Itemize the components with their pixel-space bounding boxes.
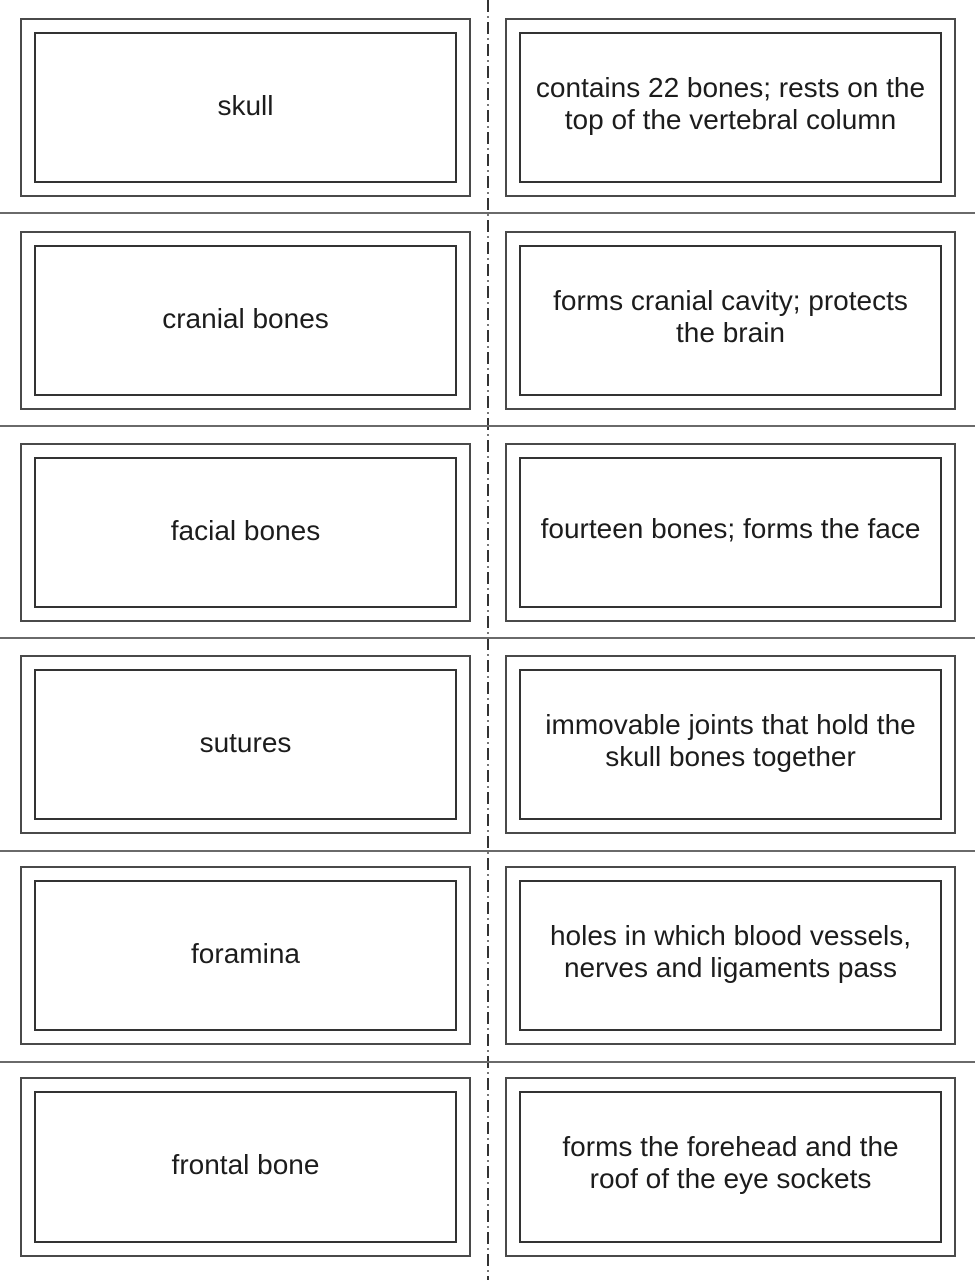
definition-card-3 [505,443,956,622]
definition-card-2 [505,231,956,410]
term-card-inner [34,245,457,396]
horizontal-cut-line-4 [0,850,975,852]
term-card-inner [34,32,457,183]
term-text: skull [217,89,274,121]
term-card-inner [34,1091,457,1243]
term-card-5 [20,866,471,1045]
horizontal-cut-line-5 [0,1061,975,1063]
vertical-cut-line [487,0,489,1280]
term-text: frontal bone [171,1149,320,1180]
term-text: foramina [191,937,300,969]
definition-card-inner [519,1091,942,1243]
horizontal-cut-line-1 [0,212,975,214]
definition-card-inner [519,245,942,396]
definition-card-4 [505,655,956,834]
definition-text: holes in which blood vessels, nerves and ligaments pass [549,919,912,983]
term-card-4 [20,655,471,834]
definition-card-5 [505,866,956,1045]
term-text: facial bones [170,514,321,546]
term-card-inner [34,457,457,608]
term-card-2 [20,231,471,410]
term-card-3 [20,443,471,622]
definition-text: fourteen bones; forms the face [540,512,921,544]
horizontal-cut-line-2 [0,425,975,427]
term-card-6 [20,1077,471,1257]
definition-text: immovable joints that hold the skull bones together [545,708,916,772]
definition-card-1 [505,18,956,197]
term-text: sutures [199,726,292,758]
definition-card-inner [519,880,942,1031]
horizontal-cut-line-3 [0,637,975,639]
term-card-1 [20,18,471,197]
definition-card-inner [519,669,942,820]
definition-text: contains 22 bones; rests on the top of the vertebral column [535,71,926,135]
term-card-inner [34,669,457,820]
definition-card-6 [505,1077,956,1257]
definition-card-inner [519,457,942,608]
definition-card-inner [519,32,942,183]
term-card-inner [34,880,457,1031]
definition-text: forms cranial cavity; protects the brain [553,284,908,348]
definition-text: forms the forehead and the roof of the eye sockets [562,1131,899,1194]
term-text: cranial bones [162,302,329,334]
